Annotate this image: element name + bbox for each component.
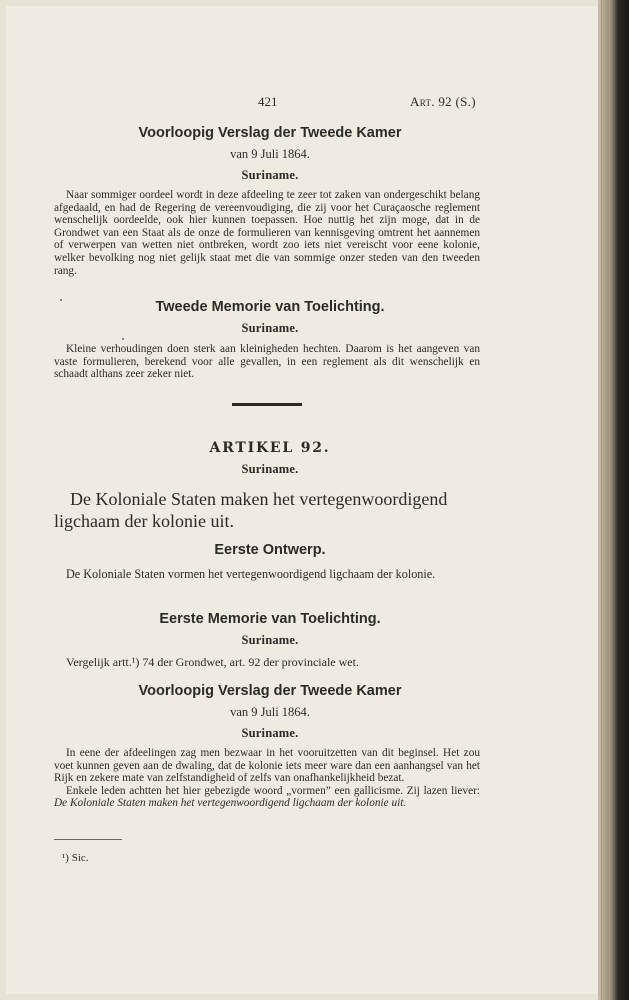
paragraph-text: De Koloniale Staten vormen het vertegenwoordigend ligchaam der kolonie. [66,567,436,581]
section-paragraph [54,567,480,582]
paragraph-text: In eene der afdeelingen zag men bezwaar in het vooruitzetten van dit beginsel. Het zou voet kunnen geven aan de dwaling, dat de kolonie iets meer ware dan een aanhangsel van het Rijk en zekere mate van zelfstandigheid of zelfs van onafhankelijkheid bezat. [54,747,480,785]
section-title: Voorloopig Verslag der Tweede Kamer [138,683,402,699]
paragraph-text: Kleine verhoudingen doen sterk aan kleinigheden hechten. Daarom is het aangeven van vaste formulieren, berekend voor alle gevallen, in een reglement als dit wenschelijk en schaadt althans zeer zeker niet. [54,343,480,381]
paragraph-lead: Enkele leden achtten het hier gebezigde woord „vormen” een gallicisme. Zij lazen liever: [66,784,480,797]
paragraph-text: Naar sommiger oordeel wordt in deze afdeeling te zeer tot zaken van ondergeschikt belang afgedaald, en had de Regering de vereenvoudiging, die zij voor het Curaçaosche reglement wenschelijk oordeelde, ook hier kunnen toepassen. Hoe nuttig het zijn moge, dat in de Grondwet van een Staat als de onze de formulieren van kennisgeving omtrent het aannemen of verwerpen van wetten niet ontbreken, wordt zoo iets niet vereischt voor eene kolonie, welker bevolking nog niet gelijk staat met die van sommige onzer steden van den tweeden rang. [54,189,480,277]
page-number: 421 [258,94,278,109]
section-paragraph [54,343,480,381]
section-region: Suriname. [241,633,299,647]
section-paragraph [54,189,480,277]
page-edge-line [605,0,606,1000]
page-edge-line [609,0,610,1000]
article-region: Suriname. [241,462,299,476]
section-title: Tweede Memorie van Toelichting. [155,299,385,315]
section-region: Suriname. [241,726,299,740]
section-paragraph [54,656,480,669]
paragraph-text: Vergelijk artt.¹) 74 der Grondwet, art. 92 der provinciale wet. [66,655,359,669]
article-title: ARTIKEL 92. [209,440,331,456]
speck [122,338,124,340]
section-paragraph [54,747,480,810]
running-head: Art. 92 (S.) [410,94,476,109]
article-text: De Koloniale Staten maken het vertegenwoordigend ligchaam der kolonie uit. [54,489,448,531]
footnote-rule [54,839,122,840]
paragraph-text [54,785,480,810]
footnote: ¹) Sic. [62,852,89,864]
section-title: Eerste Ontwerp. [214,542,326,558]
section-divider [232,403,302,406]
section-region: Suriname. [241,321,299,335]
section-title: Voorloopig Verslag der Tweede Kamer [138,125,402,141]
section-date: van 9 Juli 1864. [230,705,310,719]
book-edge [598,0,629,1000]
page-edge-line [601,0,602,1000]
section-date: van 9 Juli 1864. [230,147,310,161]
quoted-italic-text: De Koloniale Staten maken het vertegenwoordigend ligchaam der kolonie uit. [54,797,407,810]
section-region: Suriname. [241,168,299,182]
section-title: Eerste Memorie van Toelichting. [159,611,381,627]
